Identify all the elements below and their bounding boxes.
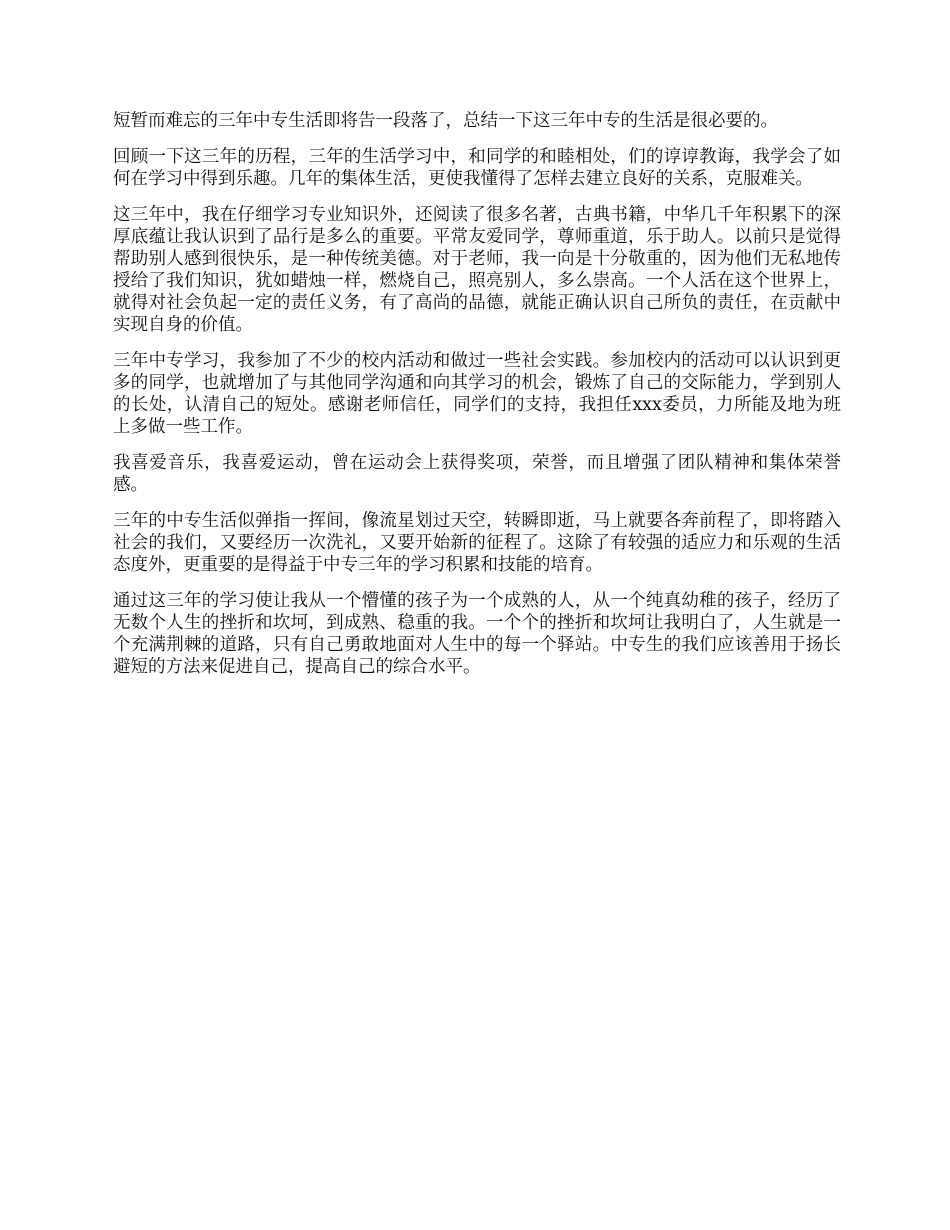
paragraph-activities: 三年中专学习，我参加了不少的校内活动和做过一些社会实践。参加校内的活动可以认识到更多的同学，也就增加了与其他同学沟通和向其学习的机会，锻炼了自己的交际能力，学到别人的长处，认清自己的短处。感谢老师信任，同学们的支持，我担任xxx委员，力所能及地为班上多做一些工作。 bbox=[113, 351, 841, 437]
paragraph-study-morals: 这三年中，我在仔细学习专业知识外，还阅读了很多名著，古典书籍，中华几千年积累下的深厚底蕴让我认识到了品行是多么的重要。平常友爱同学，尊师重道，乐于助人。以前只是觉得帮助别人感到很快乐，是一种传统美德。对于老师，我一向是十分敬重的，因为他们无私地传授给了我们知识，犹如蜡烛一样，燃烧自己，照亮别人，多么崇高。一个人活在这个世界上，就得对社会负起一定的责任义务，有了高尚的品德，就能正确认识自己所负的责任，在贡献中实现自身的价值。 bbox=[113, 205, 841, 335]
document-body bbox=[113, 110, 841, 692]
paragraph-review: 回顾一下这三年的历程，三年的生活学习中，和同学的和睦相处，们的谆谆教诲，我学会了如何在学习中得到乐趣。几年的集体生活，更使我懂得了怎样去建立良好的关系，克服难关。 bbox=[113, 147, 841, 189]
paragraph-growth: 通过这三年的学习使让我从一个懵懂的孩子为一个成熟的人，从一个纯真幼稚的孩子，经历了无数个人生的挫折和坎坷，到成熟、稳重的我。一个个的挫折和坎坷让我明白了，人生就是一个充满荆棘的道路，只有自己勇敢地面对人生中的每一个驿站。中专生的我们应该善用于扬长避短的方法来促进自己，提高自己的综合水平。 bbox=[113, 591, 841, 677]
paragraph-hobbies: 我喜爱音乐，我喜爱运动，曾在运动会上获得奖项，荣誉，而且增强了团队精神和集体荣誉感。 bbox=[113, 453, 841, 495]
paragraph-future: 三年的中专生活似弹指一挥间，像流星划过天空，转瞬即逝，马上就要各奔前程了，即将踏入社会的我们，又要经历一次洗礼，又要开始新的征程了。这除了有较强的适应力和乐观的生活态度外，更重要的是得益于中专三年的学习积累和技能的培育。 bbox=[113, 511, 841, 575]
paragraph-intro: 短暂而难忘的三年中专生活即将告一段落了，总结一下这三年中专的生活是很必要的。 bbox=[113, 111, 778, 131]
